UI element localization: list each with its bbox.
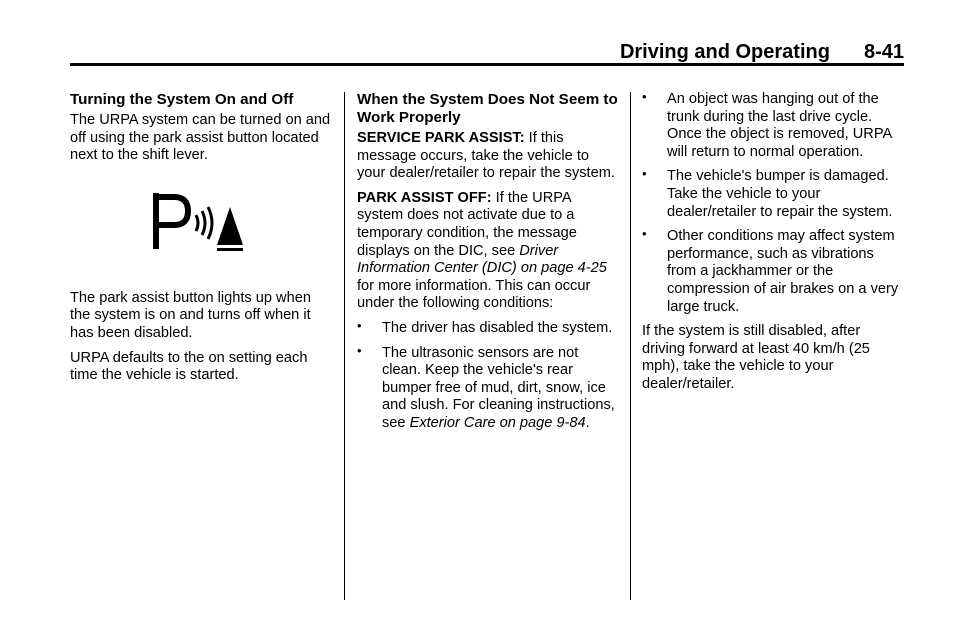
paragraph-still-disabled: If the system is still disabled, after driving forward at least 40 km/h (25 mph), take the vehicle to your dealer/retailer. xyxy=(642,323,870,392)
paragraph-urpa-toggle: The URPA system can be turned on and off using the park assist button located next to the shift lever. xyxy=(70,112,331,164)
section-title: Driving and Operating xyxy=(619,41,830,63)
column-divider-2 xyxy=(630,92,631,600)
label-service-park-assist: SERVICE PARK ASSIST: xyxy=(357,130,525,146)
text-park-assist-off-1: If the URPA system does not activate due to a temporary condition, the message displays on the DIC, see xyxy=(357,189,577,259)
label-park-assist-off: PARK ASSIST OFF: xyxy=(357,189,492,206)
paragraph-park-assist-off xyxy=(357,190,619,313)
heading-turning-on-off: Turning the System On and Off xyxy=(70,91,294,108)
list-item xyxy=(357,342,619,433)
conditions-list xyxy=(357,317,619,433)
paragraph-button-lights: The park assist button lights up when the system is on and turns off when it has been disabled. xyxy=(70,289,311,341)
text-service-park-assist: If this message occurs, take the vehicle to your dealer/retailer to repair the system. xyxy=(357,130,615,182)
bullet-icon: • xyxy=(642,89,647,104)
bullet-icon: • xyxy=(642,166,647,182)
bullet-text: The vehicle's bumper is damaged. Take the vehicle to your dealer/retailer to repair the system. xyxy=(667,168,893,220)
column-divider-1 xyxy=(344,92,345,600)
ref-dic[interactable]: Driver Information Center (DIC) on page 4-25 xyxy=(357,242,607,277)
bullet-text: An object was hanging out of the trunk during the last drive cycle. Once the object is removed, URPA will return to normal operation. xyxy=(667,91,892,160)
bullet-icon: • xyxy=(642,226,647,242)
bullet-tail: . xyxy=(585,414,590,431)
text-park-assist-off-2: for more information. This can occur under the following conditions: xyxy=(357,277,591,312)
park-assist-icon xyxy=(150,191,334,253)
list-item xyxy=(357,317,619,338)
bullet-text: Other conditions may affect system performance, such as vibrations from a jackhammer or the compression of air brakes on a very large truck. xyxy=(667,228,899,315)
list-item xyxy=(642,168,906,221)
ref-exterior-care[interactable]: Exterior Care on page 9-84 xyxy=(409,414,586,431)
column-2 xyxy=(357,91,619,440)
header-rule xyxy=(70,63,904,66)
list-item xyxy=(642,228,906,316)
list-item xyxy=(642,91,906,161)
paragraph-urpa-defaults: URPA defaults to the on setting each time the vehicle is started. xyxy=(70,349,308,384)
bullet-text: The ultrasonic sensors are not clean. Keep the vehicle's rear bumper free of mud, dirt, snow, ice and slush. For cleaning instructions, see xyxy=(382,344,615,431)
bullet-text: The driver has disabled the system. xyxy=(382,319,613,336)
page-number: 8-41 xyxy=(863,41,904,63)
conditions-list-continued xyxy=(642,91,906,316)
column-1 xyxy=(70,91,334,392)
bullet-icon: • xyxy=(357,342,362,358)
page-header xyxy=(70,36,904,64)
heading-system-not-working: When the System Does Not Seem to Work Properly xyxy=(357,91,618,126)
paragraph-service-park-assist xyxy=(357,130,619,183)
column-3 xyxy=(642,91,906,401)
bullet-icon: • xyxy=(357,317,362,333)
